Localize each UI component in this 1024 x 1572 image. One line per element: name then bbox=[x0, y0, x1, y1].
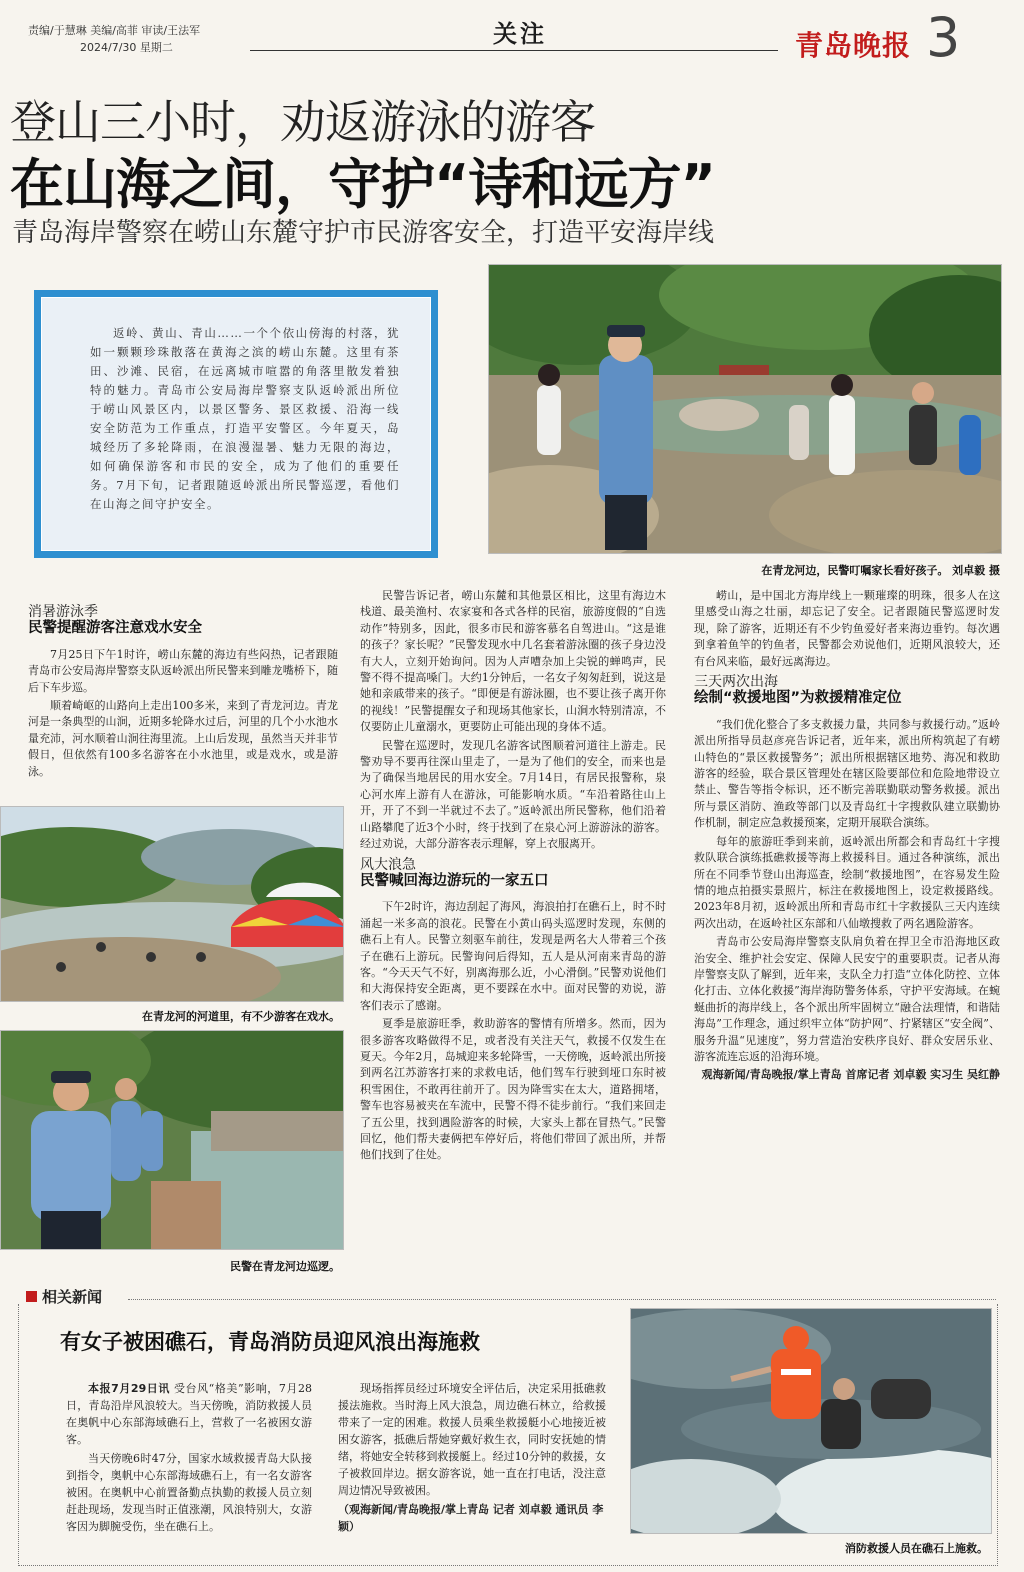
related-headline: 有女子被困礁石，青岛消防员迎风浪出海施救 bbox=[60, 1330, 480, 1354]
related-column-1 bbox=[66, 1380, 312, 1560]
river-photo bbox=[0, 806, 344, 1002]
page-number: 3 bbox=[926, 6, 961, 69]
intro-box bbox=[34, 290, 438, 558]
article-column-2 bbox=[360, 588, 666, 1276]
paragraph: 7月25日下午1时许，崂山东麓的海边有些闷热，记者跟随青岛市公安局海岸警察支队返岭派出所民警来到雕龙嘴桥下，随后下车步巡。 bbox=[28, 647, 338, 694]
related-paragraph: 当天傍晚6时47分，国家水域救援青岛大队接到指令，奥帆中心东部海域礁石上，有一名女游客被困。在奥帆中心前置备勤点执勤的救援人员立刻赶赴现场，发现当时正值涨潮，风浪特别大，女游客因为脚腕受伤，坐在礁石上。 bbox=[66, 1452, 312, 1533]
related-paragraph bbox=[66, 1380, 312, 1448]
page-meta bbox=[28, 22, 200, 56]
red-square-icon bbox=[26, 1291, 37, 1302]
related-label-text: 相关新闻 bbox=[42, 1288, 103, 1306]
main-photo bbox=[488, 264, 1002, 554]
headline-kicker: 登山三小时，劝返游泳的游客 bbox=[10, 95, 595, 149]
main-photo-caption: 在青龙河边，民警叮嘱家长看好孩子。 刘卓毅 摄 bbox=[761, 564, 1000, 577]
paragraph: 每年的旅游旺季到来前，返岭派出所都会和青岛红十字搜救队联合演练抵礁救援等海上救援科目。通过各种演练，派出所在不同季节登山出海巡查，绘制“救援地图”，在容易发生险情的地点拍摄实景照片，标注在救援地图上，设定救援路线。2023年8月初，返岭派出所和青岛市红十字救援队三天内连续两次出动，在返岭社区东部和八仙墩搜救了两名遇险游客。 bbox=[694, 834, 1000, 930]
section-title: 关注 bbox=[493, 20, 547, 48]
related-byline: （观海新闻/青岛晚报/掌上青岛 记者 刘卓毅 通讯员 李颖） bbox=[338, 1503, 604, 1533]
paragraph: 民警告诉记者，崂山东麓和其他景区相比，这里有海边木栈道、最美渔村、农家宴和各式各样的民宿，旅游度假的“自选动作”特别多，因此，很多市民和游客慕名自驾进山。“这是谁的孩子？家长呢？”民警发现水中几名套着游泳圈的孩子身边没有大人，立刻开始询问。因为人声嘈杂加上尖锐的蝉鸣声，民警不得不提高嗓门。大约1分钟后，一名女子匆匆赶到，说这是她和亲戚带来的孩子。“即便是有游泳圈，也不要让孩子离开你的视线！”民警提醒女子和现场其他家长，山涧水特别清凉，不仅要防止儿童溺水，更要防止可能出现的身体不适。 bbox=[360, 589, 666, 734]
editors-credit: 责编/于慧琳 美编/高菲 审读/王法军 bbox=[28, 24, 201, 37]
paragraph: 民警在巡逻时，发现几名游客试图顺着河道往上游走。民警劝导不要再往深山里走了，一是为了他们的安全，而来也是为了确保当地居民的用水安全。7月14日，有居民报警称，泉心河水库上游有人在游泳，可能影响水质。“车沿着路往山上开，开了不到一半就过不去了。”返岭派出所民警称，他们沿着山路攀爬了近3个小时，终于找到了在泉心河上游游泳的游客。经过劝说，大部分游客表示理解，穿上衣服离开。 bbox=[360, 738, 666, 851]
article-column-3 bbox=[694, 588, 1000, 1278]
issue-date: 2024/7/30 星期二 bbox=[80, 41, 173, 54]
newspaper-masthead: 青岛晚报 bbox=[795, 29, 912, 62]
paragraph: 下午2时许，海边刮起了海风，海浪拍打在礁石上，时不时涌起一米多高的浪花。民警在小黄山码头巡逻时发现，东侧的礁石上有人。民警立刻驱车前往，发现是两名大人带着三个孩子在礁石上游玩。民警询问后得知，五人是从河南来青岛的游客。“今天天气不好，别离海那么近，小心滑倒。”民警劝说他们和大海保持安全距离，更不要踩在水中。面对民警的劝说，游客们表示了感谢。 bbox=[360, 900, 666, 1012]
intro-text: 返岭、黄山、青山……一个个依山傍海的村落，犹如一颗颗珍珠散落在黄海之滨的崂山东麓。这里有茶田、沙滩、民宿，在远离城市喧嚣的角落里散发着独特的魅力。青岛市公安局海岸警察支队返岭派出所位于崂山风景区内，以景区警务、景区救援、沿海一线安全防范为工作重点，打造平安警区。今年夏天，岛城经历了多轮降雨，在浪漫湿暑、魅力无限的海边，如何确保游客和市民的安全，成为了他们的重要任务。7月下旬，记者跟随返岭派出所民警巡逻，看他们在山海之间守护安全。 bbox=[41, 297, 431, 551]
rescue-photo bbox=[630, 1308, 992, 1534]
section3-title: 绘制“救援地图”为救援精准定位 bbox=[694, 690, 902, 707]
article-byline: 观海新闻/青岛晚报/掌上青岛 首席记者 刘卓毅 实习生 吴红静 bbox=[701, 1068, 1000, 1082]
section1-kicker: 消暑游泳季 bbox=[28, 604, 98, 620]
rescue-photo-caption: 消防救援人员在礁石上施救。 bbox=[845, 1542, 988, 1555]
article-column-1 bbox=[28, 600, 338, 800]
section3-kicker: 三天两次出海 bbox=[694, 674, 778, 691]
headline-sub: 青岛海岸警察在崂山东麓守护市民游客安全，打造平安海岸线 bbox=[12, 218, 715, 248]
related-dotted-rule bbox=[128, 1299, 996, 1300]
header-rule bbox=[250, 50, 778, 51]
related-paragraph: 现场指挥员经过环境安全评估后，决定采用抵礁救援法施救。当时海上风大浪急，周边礁石林立，给救援带来了一定的困难。救援人员乘坐救援艇小心地接近被困女游客，抵礁后帮她穿戴好救生衣，同时安抚她的情绪，将她安全转移到救援艇上。经过10分钟的救援，女子被救回岸边。据女游客说，她一直在打电话，没注意周边情况导致被困。 bbox=[338, 1382, 606, 1497]
patrol-photo bbox=[0, 1030, 344, 1250]
section2-title: 民警喊回海边游玩的一家五口 bbox=[360, 872, 549, 889]
headline-main: 在山海之间，守护“诗和远方” bbox=[10, 153, 715, 216]
paragraph: 顺着崎岖的山路向上走出100多米，来到了青龙河边。青龙河是一条典型的山涧，近期多轮降水过后，河里的几个小水池水量充沛，河水顺着山涧往海里流。上山后发现，虽然当天并非节假日，但依然有100多名游客在小水池里，或是戏水，或是游泳。 bbox=[28, 699, 338, 778]
paragraph: 夏季是旅游旺季，救助游客的警情有所增多。然而，因为很多游客攻略做得不足，或者没有关注天气，救援不仅发生在夏天。今年2月，岛城迎来多轮降雪，一天傍晚，返岭派出所接到两名江苏游客打来的求救电话，他们驾车行驶到垭口东时被积雪困住，不敢再往前开了。因为降雪实在太大，道路拥堵，警车也容易被夹在车流中，民警不得不徒步前行。“我们来回走了五公里，找到遇险游客的时候，大家头上都在冒热气。”民警回忆，他们帮夫妻俩把车停好后，将他们带回了派出所，并帮他们找到了住处。 bbox=[360, 1017, 666, 1162]
rescue-photo-illustration bbox=[631, 1309, 992, 1534]
paragraph: 青岛市公安局海岸警察支队肩负着在捍卫全市沿海地区政治安全、维护社会安定、保障人民安宁的重要职责。记者从海岸警察支队了解到，近年来，支队全力打造“立体化防控、立体化打击、立体化救援”海岸海防警务体系，守护平安海域。在蜿蜒曲折的海岸线上，各个派出所牢固树立“融合法理情，和谐陆海岛”工作理念，通过织牢立体“防护网”、拧紧辖区“安全阀”、服务升温“见速度”，努力营造治安秩序良好、群众安居乐业、游客流连忘返的沿海环境。 bbox=[694, 935, 1000, 1063]
section2-kicker: 风大浪急 bbox=[360, 856, 416, 873]
related-p1: 受台风“格美”影响，7月28日，青岛沿岸风浪较大。当天傍晚，消防救援人员在奥帆中心东部海域礁石上，营救了一名被困女游客。 bbox=[66, 1382, 312, 1446]
paragraph: 崂山，是中国北方海岸线上一颗璀璨的明珠，很多人在这里感受山海之壮丽，却忘记了安全。记者跟随民警巡逻时发现，除了游客，近期还有不少钓鱼爱好者来海边垂钓。每次遇到拿着鱼竿的钓鱼者，民警都会劝说他们，近期风浪较大，还有台风来临，最好远离海边。 bbox=[694, 589, 1000, 668]
section1-title: 民警提醒游客注意戏水安全 bbox=[28, 620, 202, 637]
related-lead: 本报7月29日讯 bbox=[88, 1382, 170, 1395]
patrol-photo-illustration bbox=[1, 1031, 344, 1250]
related-column-2 bbox=[338, 1380, 606, 1560]
main-photo-illustration bbox=[489, 265, 1002, 554]
paragraph: “我们优化整合了多支救援力量，共同参与救援行动。”返岭派出所指导员赵彦亮告诉记者，近年来，派出所构筑起了有崂山特色的“景区救援警务”；派出所根据辖区地势、海况和救助游客的经验，联合景区管理处在辖区险要部位和危险地带设立禁止、警告等指令标识，还不断完善联勤联动警务救援。派出所与景区消防、渔政等部门以及青岛红十字搜救队建立联勤协作机制，制定应急救援预案，定期开展联合演练。 bbox=[694, 717, 1000, 830]
patrol-photo-caption: 民警在青龙河边巡逻。 bbox=[230, 1260, 340, 1273]
river-photo-illustration bbox=[1, 807, 344, 1002]
river-photo-caption: 在青龙河的河道里，有不少游客在戏水。 bbox=[142, 1010, 340, 1023]
